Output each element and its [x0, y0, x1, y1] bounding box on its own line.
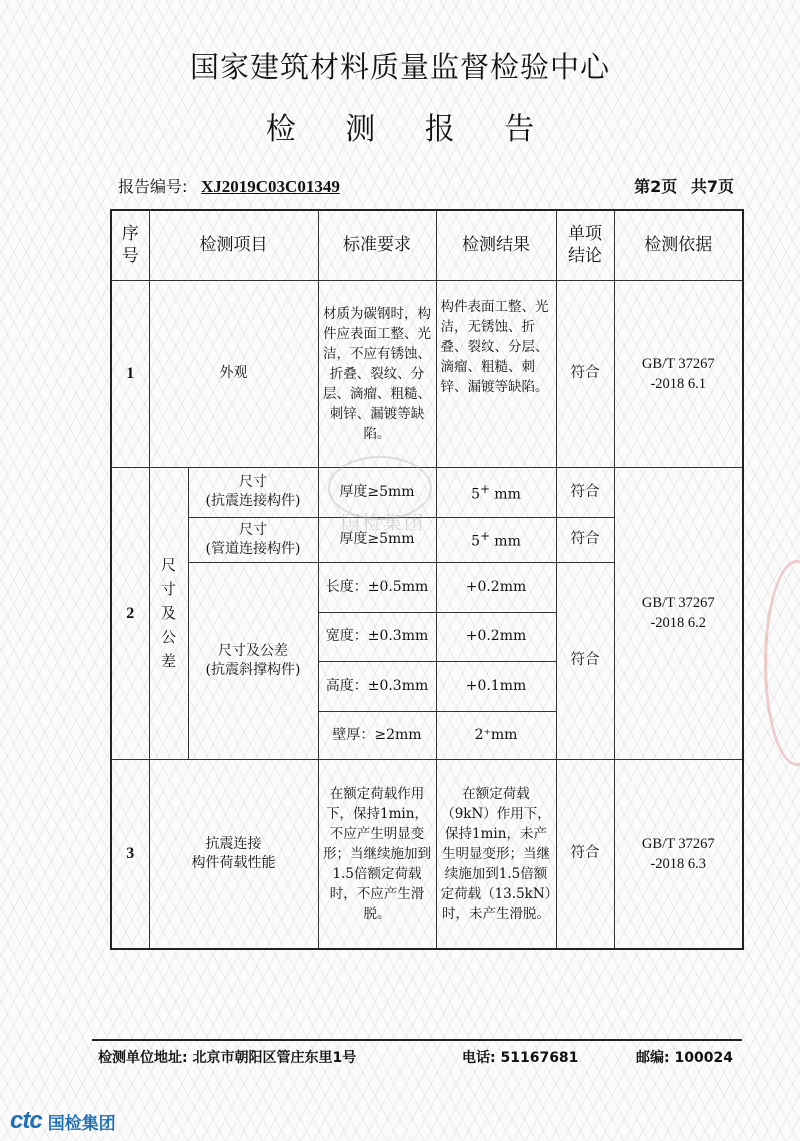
- table-row: [111, 280, 743, 467]
- row2-sub2-conclusion: 符合: [556, 517, 614, 562]
- row2-sub1-result: 5+ mm: [436, 467, 556, 517]
- row3-no: 3: [111, 759, 149, 949]
- header-no: 序号: [111, 210, 149, 280]
- row2-sub3-standard-height: 高度：±0.3mm: [318, 661, 436, 711]
- row3-standard: 在额定荷载作用下，保持1min，不应产生明显变形；当继续施加到1.5倍额定荷载时，不应产生滑脱。: [318, 759, 436, 949]
- row1-standard: 材质为碳钢时，构件应表面工整、光洁，不应有锈蚀、折叠、裂纹、分层、滴瘤、粗糙、刺锌、漏镀等缺陷。: [318, 280, 436, 467]
- page-current: 第2页: [634, 177, 678, 196]
- row1-no: 1: [111, 280, 149, 467]
- row2-sub2-item: 尺寸 (管道连接构件): [188, 517, 318, 562]
- row1-conclusion: 符合: [556, 280, 614, 467]
- address-value: 北京市朝阳区管庄东里1号: [192, 1050, 357, 1066]
- org-title: 国家建筑材料质量监督检验中心: [189, 50, 610, 84]
- row3-conclusion: 符合: [556, 759, 614, 949]
- report-number: XJ2019C03C01349: [200, 177, 340, 196]
- row2-sub2-result: 5+ mm: [436, 517, 556, 562]
- row3-basis-line2: -2018 6.3: [650, 855, 707, 872]
- row2-sub1-standard: 厚度≥5mm: [318, 467, 436, 517]
- logo-name: 国检集团: [47, 1113, 116, 1134]
- header-standard: 标准要求: [318, 210, 436, 280]
- row2-sub3-result-wall: 2⁺mm: [436, 711, 556, 759]
- logo-mark: ctc: [10, 1107, 42, 1134]
- row1-basis-line2: -2018 6.1: [650, 375, 707, 392]
- row3-basis: [614, 759, 743, 949]
- footer-divider: [92, 1039, 742, 1041]
- row1-result: 构件表面工整、光洁，无锈蚀、折叠、裂纹、分层、滴瘤、粗糙、刺锌、漏镀等缺陷。: [436, 280, 556, 467]
- row2-sub3-standard-wall: 壁厚：≥2mm: [318, 711, 436, 759]
- footer-phone: [462, 1047, 578, 1067]
- brand-logo: [10, 1109, 116, 1133]
- table-row: [111, 467, 743, 517]
- table-row: [111, 759, 743, 949]
- postcode-value: 100024: [674, 1050, 733, 1066]
- table-header-row: [111, 210, 743, 280]
- row2-no: 2: [111, 467, 149, 759]
- row2-sub3-result-length: +0.2mm: [436, 562, 556, 612]
- address-label: 检测单位地址:: [98, 1050, 188, 1066]
- row1-item: 外观: [149, 280, 318, 467]
- watermark-text: 国检集团: [340, 512, 425, 534]
- edge-seal: [764, 560, 800, 766]
- row2-group: 尺寸及公差: [149, 467, 188, 759]
- row2-sub1-conclusion: 符合: [556, 467, 614, 517]
- row3-basis-line1: GB/T 37267: [641, 835, 715, 852]
- document-title: 检 测 报 告: [265, 112, 555, 147]
- phone-label: 电话:: [462, 1050, 496, 1066]
- row2-sub1-item: 尺寸 (抗震连接构件): [188, 467, 318, 517]
- row2-sub3-result-height: +0.1mm: [436, 661, 556, 711]
- row3-result: 在额定荷载（9kN）作用下，保持1min，未产生明显变形；当继续施加到1.5倍额定荷载（13.5kN）时，未产生滑脱。: [436, 759, 556, 949]
- row2-basis-line1: GB/T 37267: [641, 595, 715, 611]
- row2-sub3-standard-width: 宽度：±0.3mm: [318, 612, 436, 661]
- page-total: 共7页: [690, 177, 734, 196]
- footer-postcode: [636, 1047, 733, 1067]
- row1-basis-line1: GB/T 37267: [641, 355, 715, 372]
- header-basis: 检测依据: [614, 210, 743, 280]
- row3-item: 抗震连接 构件荷载性能: [149, 759, 318, 949]
- row2-sub3-conclusion: 符合: [556, 562, 614, 759]
- row2-sub3-item: 尺寸及公差 (抗震斜撑构件): [188, 562, 318, 759]
- phone-value: 51167681: [500, 1050, 579, 1066]
- postcode-label: 邮编:: [636, 1050, 670, 1066]
- row2-basis: [614, 467, 743, 759]
- row2-sub3-result-width: +0.2mm: [436, 612, 556, 661]
- header-conclusion: 单项结论: [556, 210, 614, 280]
- report-number-line: [118, 174, 340, 197]
- report-table: [110, 209, 744, 950]
- report-number-label: 报告编号:: [118, 177, 188, 196]
- header-result: 检测结果: [436, 210, 556, 280]
- header-item: 检测项目: [149, 210, 318, 280]
- footer-address: [98, 1047, 356, 1067]
- row1-basis: [614, 280, 743, 467]
- row2-sub3-standard-length: 长度：±0.5mm: [318, 562, 436, 612]
- row2-basis-line2: -2018 6.2: [650, 615, 707, 631]
- page-info: [626, 174, 734, 197]
- row2-sub2-standard: 厚度≥5mm: [318, 517, 436, 562]
